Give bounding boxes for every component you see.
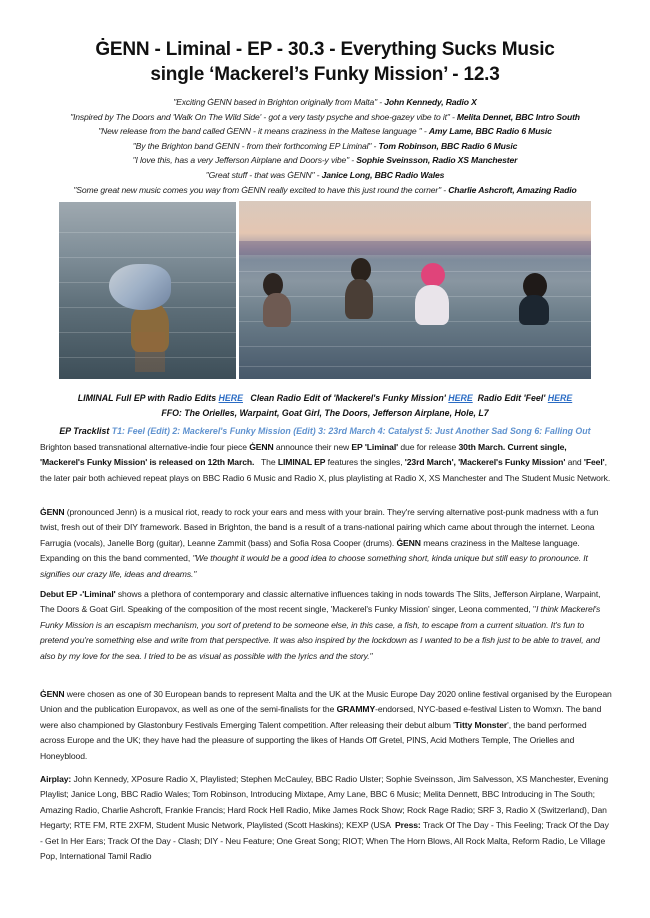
quote-item [40, 139, 610, 154]
quote-source: Amy Lame, BBC Radio 6 Music [428, 126, 552, 137]
intro-paragraph [40, 440, 612, 486]
text: announce their new [273, 442, 352, 452]
single-names: '23rd March', 'Mackerel's Funky Mission' [404, 457, 566, 468]
listen-links-row [40, 393, 610, 403]
bio-paragraph [40, 505, 612, 582]
press-list: Track Of The Day - This Feeling; Track Of the Day - Get In Her Ears; Track Of the Day - Clash; DIY - Neu Feature; One Great Song; RIOT; When The Horn Blows, All Rock Malta, Reform Radio, Le Village Pop, International Tamil Radio [40, 820, 609, 862]
airplay-list: John Kennedy, XPosure Radio X, Playlisted; Stephen McCauley, BBC Radio Ulster; Sophie Sveinsson, Jim Salvesson, XS Manchester, Evening Playlist; Janice Long, BBC Radio Wales; Tom Robinson, Introducing Mixtape, Amy Lane, BBC 6 Music; Melita Dennett, BBC Introducing in The South; Amazing Radio, Charlie Ashcroft, Frankie Francis; Hard Rock Hell Radio, Mike James Rock Show; Rock Rage Radio; SRF 3, Radio X (Switzerland), Dan Hegarty; RTE FM, RTE 2XFM, Student Music Network, Playlisted (Scott Haskins); KEXP (USA [40, 774, 611, 831]
quote-text: "Great stuff - that was ĠENN" - [205, 169, 322, 180]
band-name: ĠENN [40, 689, 65, 699]
singer-quote: I think Mackerel's Funky Mission is an escapism mechanism, you sort of pretend to be someone else, in this case, a fish, to escape from a current situation. It's fun to pretend you're something else and write from that perspective. It was also inspired by the lockdown as I wanted to be a fish just to be able to travel, and also by my love for the sea. I tried to be as visual as possible with the lyrics and the story." [40, 604, 601, 661]
text: (pronounced Jenn) is a musical riot, ready to rock your ears and mess with your brain. They're serving alternative post-punk madness with a fun twist, fresh out of their DIY framework. Based in Brighton, the band is a result of a trans-national pairing which came about through the internet. Leona Farrugia (vocals), Janelle Borg (guitar), Leanne Zammit (bass) and Sofia Rosa Cooper (drums). [40, 507, 599, 548]
quote-item [40, 183, 610, 198]
quote-item [40, 124, 610, 139]
feel-edit-label: Radio Edit 'Feel' [477, 393, 548, 403]
text: means craziness in the Maltese language. Expanding on this the band commented, [40, 537, 580, 564]
tracklist-line [40, 426, 610, 436]
ep-name: LIMINAL EP [277, 457, 326, 468]
text: due for release [398, 442, 459, 452]
quote-text: "Inspired by The Doors and 'Walk On The Wild Side' - got a very tasty psyche and shoe-gazey vibe to it" - [70, 111, 457, 122]
airplay-label: Airplay: [40, 774, 72, 784]
band-quote: "We thought it would be a good idea to choose something short, kinda unique but still easy to pronounce. It signifies our crazy life, ideas and dreams." [40, 553, 588, 579]
quote-text: "I love this, has a very Jefferson Airplane and Doors-y vibe" - [132, 155, 357, 166]
tracklist-label: EP Tracklist [59, 426, 112, 436]
clean-edit-link[interactable]: HERE [448, 393, 473, 403]
quote-source: Janice Long, BBC Radio Wales [321, 169, 445, 180]
ep-heading: Debut EP -'Liminal' [40, 589, 116, 599]
band-photo-fish-mask [59, 202, 236, 379]
quote-source: Charlie Ashcroft, Amazing Radio [448, 184, 577, 195]
full-ep-label: LIMINAL Full EP with Radio Edits [77, 393, 219, 403]
quote-source: Melita Dennet, BBC Intro South [456, 111, 580, 122]
text: shows a plethora of contemporary and classic alternative influences taking in nods towards The Slits, Jefferson Airplane, Warpaint, The Doors & Goat Girl. Speaking of the composition of the most recent single, 'Mackerel's Funky Mission' singer, Leona commented, " [40, 589, 601, 615]
clean-edit-label: Clean Radio Edit of 'Mackerel's Funky Mission' [250, 393, 449, 403]
quote-source: Sophie Sveinsson, Radio XS Manchester [356, 155, 518, 166]
full-ep-link[interactable]: HERE [218, 393, 243, 403]
text: were chosen as one of 30 European bands to represent Malta and the UK at the Music Europe Day 2020 online festival organised by the European Union and the publication Europavox, as well as one of the semi-finalists for the [40, 689, 612, 715]
press-label: Press: [395, 820, 421, 831]
text: ', the band performed across Europe and the UK; they have had the pleasure of supporting the likes of Hands Off Gretel, PINS, Acid Mothers Temple, The Orielles and Honeyblood. [40, 719, 587, 761]
grammy: GRAMMY [336, 704, 376, 715]
quote-item [40, 110, 610, 125]
tracklist: T1: Feel (Edit) 2: Mackerel's Funky Mission (Edit) 3: 23rd March 4: Catalyst 5: Just Another Sad Song 6: Falling Out [111, 426, 591, 436]
quote-text: "Some great new music comes you way from ĠENN really excited to have this just round the corner" - [73, 184, 449, 195]
quote-item [40, 153, 610, 168]
quote-item [40, 168, 610, 183]
text: features the singles, [325, 457, 405, 468]
text: , the later pair both achieved repeat plays on BBC Radio 6 Music and Radio X, plus playlisting at Radio X, XS Manchester and The Student Music Network. [40, 457, 611, 483]
text: Brighton based transnational alternative-indie four piece [40, 442, 250, 452]
quote-text: "New release from the band called ĠENN - it means craziness in the Maltese language " - [98, 126, 429, 137]
band-name: ĠENN [249, 442, 274, 452]
band-photo-sea [239, 201, 591, 379]
ep-name: EP 'Liminal' [351, 442, 399, 452]
airplay-press-paragraph [40, 772, 612, 864]
press-quotes [40, 95, 610, 197]
ffo-line: FFO: The Orielles, Warpaint, Goat Girl, The Doors, Jefferson Airplane, Hole, L7 [161, 408, 489, 418]
quote-text: "Exciting ĠENN based in Brighton originally from Malta" - [173, 97, 385, 107]
achievements-paragraph [40, 687, 612, 764]
text: and [565, 457, 584, 468]
release-dates: 30th March. Current single, 'Mackerel's Funky Mission' is released on 12th March. [40, 442, 567, 468]
quote-source: John Kennedy, Radio X [384, 97, 477, 107]
ep-paragraph [40, 587, 612, 664]
single-name: 'Feel' [583, 457, 605, 468]
band-name: ĠENN [396, 537, 421, 548]
page-subtitle: single ‘Mackerel’s Funky Mission’ - 12.3 [150, 64, 500, 85]
page-title: ĠENN - Liminal - EP - 30.3 - Everything Sucks Music [95, 39, 555, 60]
text: The [254, 457, 278, 468]
quote-item [40, 95, 610, 110]
quote-source: Tom Robinson, BBC Radio 6 Music [378, 140, 518, 151]
quote-text: "By the Brighton band ĠENN - from their forthcoming EP Liminal" - [132, 140, 379, 151]
band-name: ĠENN [40, 507, 65, 517]
album-name: Titty Monster [454, 719, 508, 730]
feel-edit-link[interactable]: HERE [547, 393, 573, 403]
text: -endorsed, NYC-based e-festival Listen to Womxn. The band were also championed by Glastonbury Festivals Emerging Talent competition. After releasing their debut album ' [40, 704, 602, 730]
